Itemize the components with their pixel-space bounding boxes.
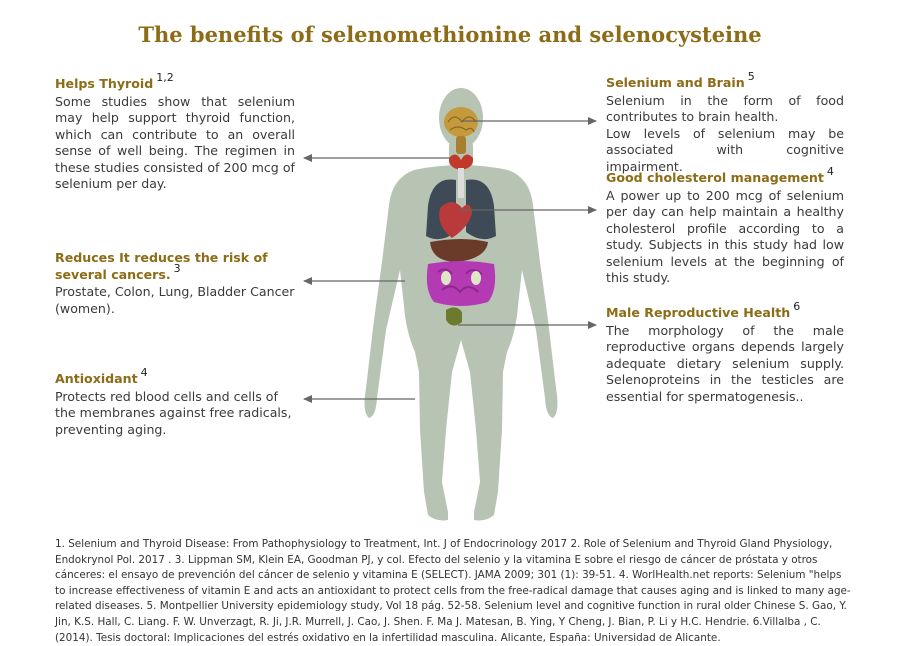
reference-number: 3	[173, 261, 181, 275]
benefit-antioxidant	[55, 366, 295, 438]
reference-number: 4	[140, 366, 148, 379]
benefit-text: A power up to 200 mcg of selenium per day can help maintain a healthy cholesterol profile according to a study. Subjects in this study had low selenium levels at the beginning of this study.	[606, 187, 844, 285]
reference-number: 5	[747, 70, 755, 83]
reference-number: 1,2	[156, 71, 174, 84]
benefit-reproductive	[606, 300, 844, 405]
benefit-heading: Helps Thyroid	[55, 76, 154, 91]
intestine-organ	[427, 261, 495, 306]
benefit-heading: Reduces It reduces the risk of several cancers.	[55, 250, 268, 282]
benefit-text: Selenium in the form of food contributes to brain health.	[606, 92, 844, 124]
bladder-organ	[446, 307, 462, 325]
benefit-heading: Male Reproductive Health	[606, 305, 791, 320]
page-title: The benefits of selenomethionine and selenocysteine	[138, 22, 762, 47]
benefit-heading: Good cholesterol management	[606, 170, 824, 185]
reference-number: 4	[826, 165, 834, 178]
benefit-text: Some studies show that selenium may help support thyroid function, which can contribute to an overall sense of well being. The regimen in these studies consisted of 200 mcg of selenium per day.	[55, 93, 295, 191]
reference-number: 6	[793, 300, 801, 313]
benefit-thyroid	[55, 71, 295, 193]
benefit-text: Protects red blood cells and cells of the membranes against free radicals, preventing aging.	[55, 388, 292, 437]
benefit-brain	[606, 70, 844, 175]
benefit-cholesterol	[606, 165, 844, 287]
brain-organ	[444, 107, 478, 137]
benefit-text: Prostate, Colon, Lung, Bladder Cancer (women).	[55, 284, 295, 316]
benefit-text: Low levels of selenium may be associated with cognitive impairment.	[606, 125, 844, 174]
benefit-cancer	[55, 250, 300, 317]
references: 1. Selenium and Thyroid Disease: From Pathophysiology to Treatment, Int. J of Endocrinology 2017 2. Role of Selenium and Thyroid Gland Physiology, Endokrynol Pol. 2017 . 3. Lippman SM, Klein EA, Goodman PJ, y col. Efecto del selenio y la vitamina E sobre el riesgo de cáncer de próstata y otros cánceres: el ensayo de prevención del cáncer de selenio y vitamina E (SELECT). JAMA 2009; 301 (1): 39-51. 4. WorlHealth.net reports: Selenium "helps to increase effectiveness of vitamin E and acts an antioxidant to protect cells from the free-radical damage that causes aging and is linked to many age-related diseases. 5. Montpellier University epidemiology study, Vol 18 pág. 52-58. Selenium level and cognitive function in rural older Chinese S. Gao, Y. Jin, K.S. Hall, C. Liang. F. W. Unverzagt, R. Ji, J.R. Murrell, J. Cao, J. Shen. F. Ma J. Matesan, B. Ying, Y Cheng, J. Bian, P. Li y H.C. Hendrie. 6.Villalba , C. (2014). Tesis doctoral: Implicaciones del estrés oxidativo en la infertilidad masculina. Alicante, España: Universidad de Alicante.	[55, 538, 851, 644]
benefit-heading: Selenium and Brain	[606, 75, 745, 90]
benefit-heading: Antioxidant	[55, 371, 138, 386]
benefit-text: The morphology of the male reproductive organs depends largely adequate dietary selenium supply. Selenoproteins in the testicles are essential for spermatogenesis..	[606, 322, 844, 404]
